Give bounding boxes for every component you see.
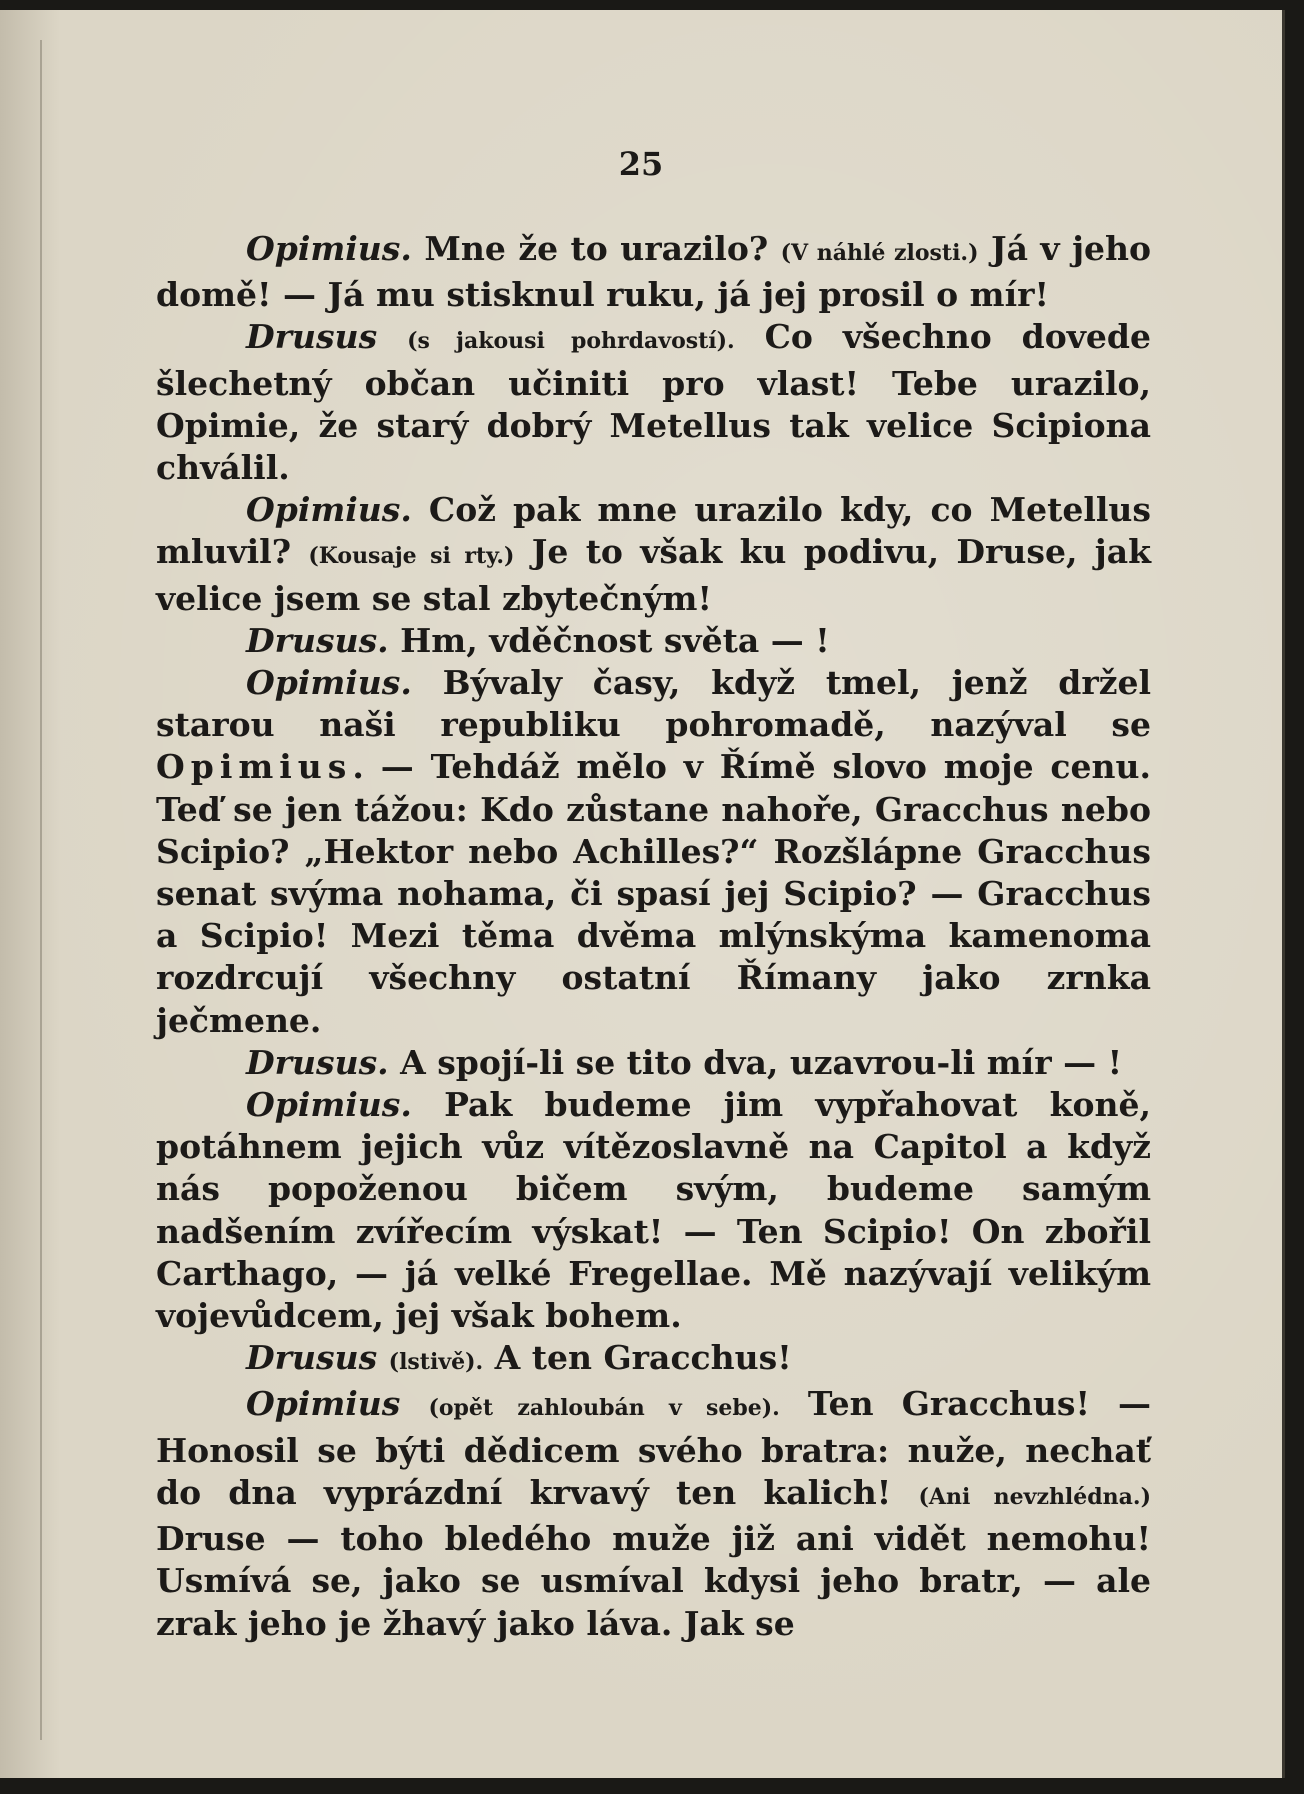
dialogue-text — [377, 1338, 389, 1377]
dialogue-paragraph — [156, 1042, 1151, 1084]
book-page — [0, 10, 1285, 1778]
dialogue-text: Pak budeme jim vypřahovat koně, potáhnem jejich vůz vítězoslavně na Capitol a když nás popoženou bičem svým, budeme samým nadšením zvířecím výskat! — Ten Scipio! On zbořil Carthago, — já velké Fregellae. Mě nazývají velikým vojevůdcem, jej však bohem. — [156, 1085, 1151, 1336]
speaker-name: Opimius. — [246, 1085, 412, 1125]
dialogue-text: Je to však ku podivu, Druse, jak velice jsem se stal zbytečným! — [156, 532, 1151, 618]
dialogue-paragraph — [156, 1084, 1151, 1337]
stage-direction: (V náhlé zlosti.) — [780, 240, 979, 266]
dialogue-text: Což pak mne urazilo kdy, co Metellus mluvil? — [156, 490, 1151, 572]
dialogue-text: Mne že to urazilo? — [411, 229, 781, 268]
speaker-name: Drusus — [246, 317, 378, 357]
dialogue-text: . — Tehdáž mělo v Římě slovo moje cenu. Teď se jen tážou: Kdo zůstane nahoře, Gracchus nebo Scipio? „Hektor nebo Achilles?“ Rozšlápne Gracchus senat svýma nohama, či spasí jej Scipio? — Gracchus a Scipio! Mezi těma dvěma mlýnskýma kamenoma rozdrcují všechny ostatní Římany jako zrnka ječmene. — [156, 747, 1151, 1040]
dialogue-text — [377, 317, 407, 356]
dialogue-paragraph — [156, 1337, 1151, 1383]
dialogue-paragraph — [156, 489, 1151, 620]
dialogue-text: A spojí-li se tito dva, uzavrou-li mír — ! — [388, 1042, 1123, 1082]
dialogue-paragraph — [156, 228, 1151, 316]
emphasized-name: Opimius — [156, 747, 353, 787]
speaker-name: Drusus. — [246, 620, 389, 660]
speaker-name: Opimius. — [246, 490, 412, 530]
speaker-name: Drusus. — [246, 1042, 389, 1082]
dialogue-text: Co všechno dovede šlechetný občan učiniti pro vlast! Tebe urazilo, Opimie, že starý dobrý Metellus tak velice Scipiona chválil. — [156, 317, 1151, 488]
dialogue-paragraph — [156, 620, 1151, 662]
page-gutter — [40, 40, 42, 1740]
page-number: 25 — [618, 145, 664, 183]
dialogue-text: Já v jeho domě! — Já mu stisknul ruku, já jej prosil o mír! — [156, 229, 1152, 315]
dialogue-text: Ten Gracchus! — Honosil se býti dědicem svého bratra: nuže, nechať do dna vyprázdní krvavý ten kalich! — [156, 1384, 1151, 1512]
dialogue-text: Hm, vděčnost světa — ! — [388, 620, 830, 660]
stage-direction: (opět zahloubán v sebe). — [428, 1395, 780, 1422]
speaker-name: Opimius — [246, 1384, 401, 1424]
stage-direction: (lstivě). — [388, 1349, 484, 1376]
speaker-name: Opimius. — [246, 229, 412, 268]
dialogue-paragraph — [156, 1383, 1151, 1644]
stage-direction: (Kousaje si rty.) — [308, 543, 515, 570]
stage-direction: (s jakousi pohrdavostí). — [407, 328, 735, 355]
speaker-name: Drusus — [246, 1338, 378, 1378]
speaker-name: Opimius. — [246, 663, 412, 703]
dialogue-paragraph — [156, 316, 1151, 489]
body-text — [156, 228, 1151, 1645]
dialogue-paragraph — [156, 662, 1151, 1042]
stage-direction: (Ani nevzhlédna.) — [918, 1483, 1151, 1510]
dialogue-text — [400, 1384, 428, 1423]
dialogue-text: A ten Gracchus! — [483, 1338, 792, 1378]
dialogue-text: Druse — toho bledého muže již ani vidět nemohu! Usmívá se, jako se usmíval kdysi jeho bratr, — ale zrak jeho je žhavý jako láva. Jak se — [156, 1519, 1151, 1643]
dialogue-text: Bývaly časy, když tmel, jenž držel starou naši republiku pohromadě, nazýval se — [156, 663, 1151, 745]
